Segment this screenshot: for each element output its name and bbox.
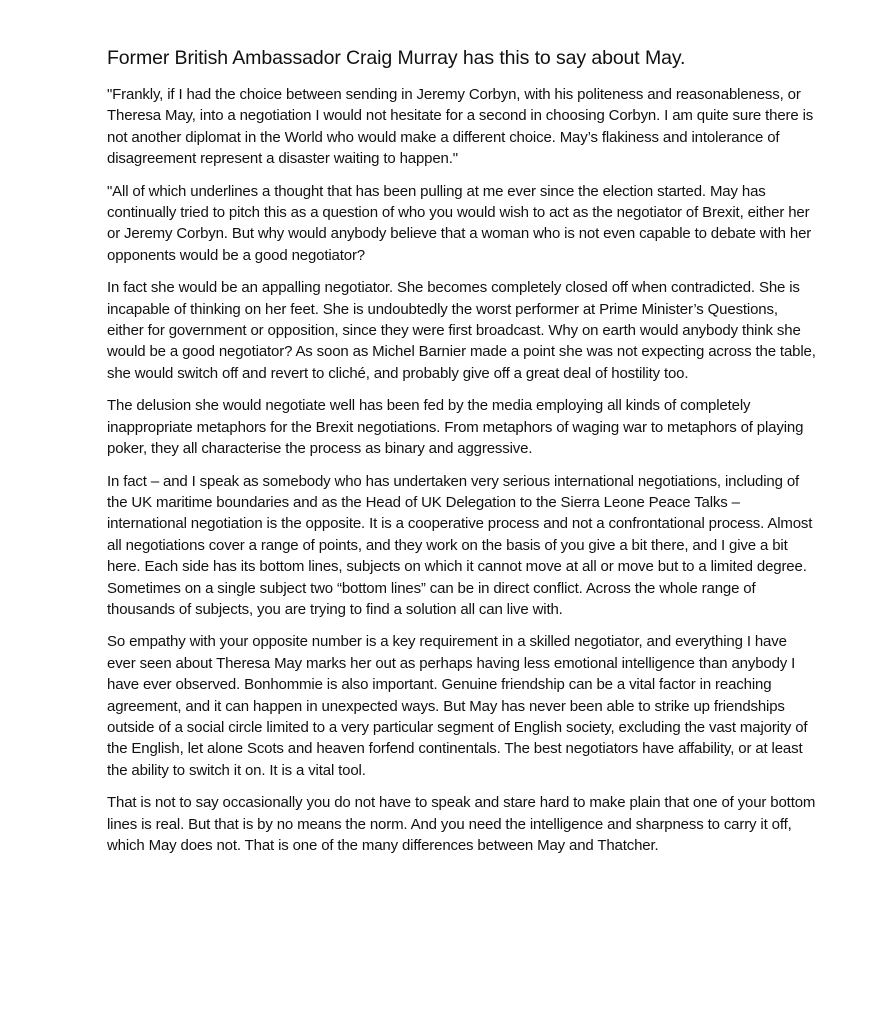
paragraph-1: "Frankly, if I had the choice between sending in Jeremy Corbyn, with his politeness and reasonableness, or Theresa May, into a negotiation I would not hesitate for a second in choosing Corbyn. I am quite sure there is not another diplomat in the World who would make a different choice. May’s flakiness and intolerance of disagreement represent a disaster waiting to happen."	[107, 86, 814, 168]
document-title: Former British Ambassador Craig Murray has this to say about May.	[107, 47, 686, 69]
paragraph-7: That is not to say occasionally you do not have to speak and stare hard to make plain that one of your bottom lines is real. But that is by no means the norm. And you need the intelligence and sharpness to carry it off, which May does not. That is one of the many differences between May and Thatcher.	[107, 794, 816, 854]
paragraph-6: So empathy with your opposite number is a key requirement in a skilled negotiator, and everything I have ever seen about Theresa May marks her out as perhaps having less emotional intelligence than anybody I have ever observed. Bonhommie is also important. Genuine friendship can be a vital factor in reaching agreement, and it can happen in unexpected ways. But May has never been able to strike up friendships outside of a social circle limited to a very particular segment of English society, excluding the vast majority of the English, let alone Scots and heaven forfend continentals. The best negotiators have affability, or at least the ability to switch it on. It is a vital tool.	[107, 633, 808, 779]
paragraph-3: In fact she would be an appalling negotiator. She becomes completely closed off when contradicted. She is incapable of thinking on her feet. She is undoubtedly the worst performer at Prime Minister’s Questions, either for government or opposition, since they were first broadcast. Why on earth would anybody think she would be a good negotiator? As soon as Michel Barnier made a point she was not expecting across the table, she would switch off and revert to cliché, and probably give off a great deal of hostility too.	[107, 279, 816, 382]
paragraph-4: The delusion she would negotiate well has been fed by the media employing all kinds of completely inappropriate metaphors for the Brexit negotiations. From metaphors of waging war to metaphors of playing poker, they all characterise the process as binary and aggressive.	[107, 397, 804, 458]
paragraph-5: In fact – and I speak as somebody who has undertaken very serious international negotiations, including of the UK maritime boundaries and as the Head of UK Delegation to the Sierra Leone Peace Talks – international negotiation is the opposite. It is a cooperative process and not a confrontational process. Almost all negotiations cover a range of points, and they work on the basis of you give a bit there, and I give a bit here. Each side has its bottom lines, subjects on which it cannot move at all or move but to a limited degree. Sometimes on a single subject two “bottom lines” can be in direct conflict. Across the whole range of thousands of subjects, you are trying to find a solution all can live with.	[107, 472, 813, 618]
paragraph-2: "All of which underlines a thought that has been pulling at me ever since the election started. May has continually tried to pitch this as a question of who you would wish to act as the negotiator of Brexit, either her or Jeremy Corbyn. But why would anybody believe that a woman who is not even capable to debate with her opponents would be a good negotiator?	[107, 182, 812, 264]
